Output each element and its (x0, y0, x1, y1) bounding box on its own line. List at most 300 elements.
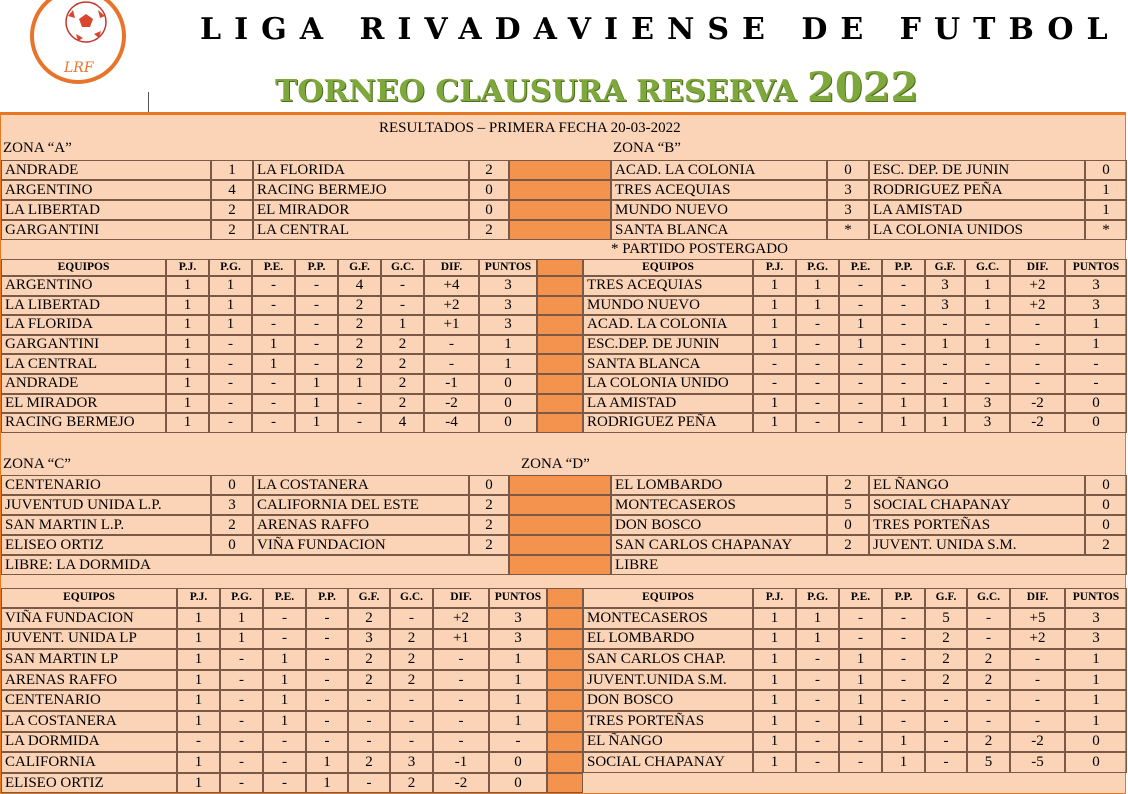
cell-pj: 1 (177, 773, 220, 794)
cell-dif: +2 (1010, 276, 1065, 296)
cell-team: TRES ACEQUIAS (583, 276, 753, 296)
cell-gf: 2 (338, 354, 381, 374)
cell-pg: - (796, 335, 839, 355)
cell-pe: 1 (839, 315, 882, 335)
cell-pg: - (796, 670, 839, 691)
table-row (1, 374, 1127, 394)
cell-pj: 1 (753, 670, 796, 691)
cell-gc: 2 (967, 649, 1010, 670)
table-row (1, 732, 1127, 753)
cell-pp: - (306, 608, 348, 629)
cell-pp: - (882, 608, 925, 629)
cell-pg: - (796, 354, 839, 374)
cell-pts: 3 (479, 296, 537, 316)
cell-team: ARGENTINO (1, 276, 166, 296)
header-pg: P.G. (796, 259, 839, 276)
cell-pts: 3 (1065, 608, 1127, 629)
cell-pp: - (882, 649, 925, 670)
cell-gf: 3 (925, 276, 965, 296)
home-score: 0 (827, 160, 869, 180)
cell-pj: 1 (166, 374, 209, 394)
cell-pg: - (209, 335, 252, 355)
cell-gf: 1 (925, 413, 965, 433)
cell-team: LA LIBERTAD (1, 296, 166, 316)
cell-pts: 3 (1065, 629, 1127, 650)
cell-pts: 0 (489, 773, 547, 794)
cell-dif: +2 (1010, 629, 1065, 650)
cell-pp: - (882, 711, 925, 732)
cell-pj: 1 (166, 335, 209, 355)
cell-pp: 1 (882, 413, 925, 433)
logo-text: LRF (64, 60, 94, 76)
away-team: EL ÑANGO (869, 475, 1085, 495)
header-dif: DIF. (424, 259, 479, 276)
home-team: GARGANTINI (1, 220, 211, 240)
header-pg: P.G. (796, 588, 839, 608)
cell-dif: -2 (433, 773, 489, 794)
cell-pts: 1 (1065, 711, 1127, 732)
cell-pg: - (796, 394, 839, 414)
cell-pp: - (306, 670, 348, 691)
header-gc: G.C. (390, 588, 433, 608)
header-gc: G.C. (967, 588, 1010, 608)
cell-dif: - (1010, 690, 1065, 711)
cell-gf: - (925, 752, 967, 773)
header-gf: G.F. (925, 259, 965, 276)
cell-pts: 1 (479, 335, 537, 355)
table-row (1, 315, 1127, 335)
match-row (1, 515, 1127, 535)
cell-pp: 1 (306, 773, 348, 794)
zone-d-title: ZONA “D” (521, 456, 590, 472)
tournament-title (275, 64, 918, 111)
header-pj: P.J. (177, 588, 220, 608)
cell-team: MUNDO NUEVO (583, 296, 753, 316)
cell-pp: 1 (882, 732, 925, 753)
cell-pts: 0 (1065, 413, 1127, 433)
table-row (1, 670, 1127, 691)
away-team: LA COSTANERA (253, 475, 469, 495)
cell-gc: 2 (381, 394, 424, 414)
table-row (1, 413, 1127, 433)
cell-gf: - (338, 394, 381, 414)
cell-pe: 1 (839, 711, 882, 732)
cell-pp: 1 (882, 394, 925, 414)
home-team: ELISEO ORTIZ (1, 535, 211, 555)
cell-dif: - (433, 732, 489, 753)
match-row (1, 200, 1127, 220)
home-score: 2 (211, 220, 253, 240)
cell-gc: 3 (965, 394, 1010, 414)
cell-pj: 1 (753, 608, 796, 629)
cell-team: DON BOSCO (583, 690, 753, 711)
zone-d-bye: LIBRE (611, 555, 1127, 575)
cell-pe: - (252, 296, 295, 316)
cell-gf: 3 (925, 296, 965, 316)
cell-pg: - (220, 732, 263, 753)
cell-gc: 2 (390, 649, 433, 670)
away-team: RODRIGUEZ PEÑA (869, 180, 1085, 200)
cell-pe: 1 (839, 649, 882, 670)
cell-dif: - (1010, 335, 1065, 355)
cell-dif: - (424, 335, 479, 355)
cell-pts: 3 (479, 276, 537, 296)
cell-gc: 2 (390, 773, 433, 794)
table-row (1, 649, 1127, 670)
home-team: ACAD. LA COLONIA (611, 160, 827, 180)
cell-team: EL LOMBARDO (583, 629, 753, 650)
cell-gf: 2 (925, 649, 967, 670)
cell-pj: 1 (177, 690, 220, 711)
away-score: 0 (1085, 495, 1127, 515)
header-pe: P.E. (839, 259, 882, 276)
cell-pe: - (252, 374, 295, 394)
cell-dif: - (433, 690, 489, 711)
cell-gc: 2 (967, 732, 1010, 753)
cell-pp: - (306, 711, 348, 732)
cell-pg: 1 (209, 276, 252, 296)
cell-pg: 1 (209, 315, 252, 335)
separator-cell (509, 555, 611, 575)
cell-pg: - (209, 354, 252, 374)
table-row (1, 752, 1127, 773)
cell-gf: 2 (925, 670, 967, 691)
cell-gc: 3 (390, 752, 433, 773)
cell-pts: 3 (1065, 276, 1127, 296)
cell-dif: +2 (424, 296, 479, 316)
cell-gf: - (925, 711, 967, 732)
cell-team: SANTA BLANCA (583, 354, 753, 374)
cell-pts: 0 (1065, 732, 1127, 753)
cell-pg: - (796, 413, 839, 433)
cell-pts: 3 (489, 608, 547, 629)
table-row (1, 690, 1127, 711)
cell-team: ARENAS RAFFO (1, 670, 177, 691)
match-row (1, 160, 1127, 180)
home-score: 5 (827, 495, 869, 515)
table-row (1, 354, 1127, 374)
home-score: 2 (211, 200, 253, 220)
cell-gf: 4 (338, 276, 381, 296)
cell-pg: 1 (220, 629, 263, 650)
cell-pp: - (295, 296, 338, 316)
cell-team: ACAD. LA COLONIA (583, 315, 753, 335)
cell-pg: - (220, 752, 263, 773)
cell-gf: 5 (925, 608, 967, 629)
home-team: MUNDO NUEVO (611, 200, 827, 220)
cell-pe: - (252, 394, 295, 414)
cell-team: RODRIGUEZ PEÑA (583, 413, 753, 433)
cell-pp: - (882, 354, 925, 374)
cell-pe: 1 (263, 670, 306, 691)
cell-pj: - (753, 354, 796, 374)
home-score: 1 (211, 160, 253, 180)
separator-cell (547, 773, 583, 794)
home-score: 0 (211, 475, 253, 495)
cell-pj: 1 (166, 354, 209, 374)
cell-pg: 1 (796, 276, 839, 296)
zone-a-title: ZONA “A” (3, 140, 72, 156)
cell-pg: - (796, 752, 839, 773)
cell-gf: 1 (338, 374, 381, 394)
away-team: RACING BERMEJO (253, 180, 469, 200)
cell-pg: - (220, 649, 263, 670)
header-pj: P.J. (753, 588, 796, 608)
cell-pj: 1 (753, 732, 796, 753)
cell-gc: 4 (381, 413, 424, 433)
cell-team: LA DORMIDA (1, 732, 177, 753)
cell-gc: - (967, 608, 1010, 629)
cell-pg: 1 (796, 296, 839, 316)
match-row (1, 535, 1127, 555)
cell-gf: 2 (338, 335, 381, 355)
home-team: SAN CARLOS CHAPANAY (611, 535, 827, 555)
cell-pp: - (306, 690, 348, 711)
cell-dif: - (433, 711, 489, 732)
cell-gc: - (390, 732, 433, 753)
header-pts: PUNTOS (479, 259, 537, 276)
away-score: 0 (1085, 160, 1127, 180)
header-pe: P.E. (839, 588, 882, 608)
cell-gc: 1 (381, 315, 424, 335)
cell-gf: - (348, 711, 390, 732)
away-score: 1 (1085, 180, 1127, 200)
cell-dif: - (1010, 649, 1065, 670)
cell-pe: - (252, 276, 295, 296)
away-score: 1 (1085, 200, 1127, 220)
cell-team: LA FLORIDA (1, 315, 166, 335)
cell-pp: - (306, 649, 348, 670)
cell-team: EL ÑANGO (583, 732, 753, 753)
cell-gc: - (967, 711, 1010, 732)
cell-gf: 1 (925, 335, 965, 355)
cell-pp: - (295, 354, 338, 374)
cell-pts: - (489, 732, 547, 753)
cell-pj: 1 (166, 315, 209, 335)
zone-c-bye: LIBRE: LA DORMIDA (1, 555, 509, 575)
cell-team: CENTENARIO (1, 690, 177, 711)
away-score: 2 (469, 535, 509, 555)
header-pts: PUNTOS (489, 588, 547, 608)
cell-dif: - (433, 649, 489, 670)
cell-dif: +2 (1010, 296, 1065, 316)
away-team: ESC. DEP. DE JUNIN (869, 160, 1085, 180)
cell-gc: 1 (965, 296, 1010, 316)
cell-pj: 1 (177, 711, 220, 732)
cell-gc: 1 (965, 335, 1010, 355)
header-team: EQUIPOS (583, 588, 753, 608)
cell-pts: 0 (1065, 394, 1127, 414)
cell-gf: - (925, 315, 965, 335)
cell-pts: 3 (1065, 296, 1127, 316)
header-dif: DIF. (1010, 588, 1065, 608)
cell-pts: 1 (489, 649, 547, 670)
cell-gf: 2 (338, 296, 381, 316)
cell-pe: - (839, 608, 882, 629)
bye-line (1, 555, 1127, 575)
home-score: 3 (827, 180, 869, 200)
cell-gc: - (390, 608, 433, 629)
cell-dif: - (424, 354, 479, 374)
cell-team: LA AMISTAD (583, 394, 753, 414)
header-pg: P.G. (209, 259, 252, 276)
cell-dif: +2 (433, 608, 489, 629)
header-pts: PUNTOS (1065, 588, 1127, 608)
cell-pp: 1 (295, 413, 338, 433)
cell-team: GARGANTINI (1, 335, 166, 355)
cell-pg: - (220, 690, 263, 711)
home-score: 2 (827, 475, 869, 495)
cell-gc: - (965, 315, 1010, 335)
divider (148, 92, 149, 112)
cell-pg: - (796, 690, 839, 711)
header-pj: P.J. (166, 259, 209, 276)
cell-gc: - (381, 296, 424, 316)
match-row (1, 220, 1127, 240)
header-gc: G.C. (381, 259, 424, 276)
cell-pp: - (295, 276, 338, 296)
away-team: LA CENTRAL (253, 220, 469, 240)
cell-pe: - (839, 374, 882, 394)
cell-pe: - (252, 315, 295, 335)
cell-pj: 1 (753, 276, 796, 296)
cell-pj: 1 (177, 608, 220, 629)
home-team: ARGENTINO (1, 180, 211, 200)
zone-c-title: ZONA “C” (3, 456, 71, 472)
cell-gf: - (348, 690, 390, 711)
cell-team: ELISEO ORTIZ (1, 773, 177, 794)
cell-gc: 2 (967, 670, 1010, 691)
home-score: 0 (211, 535, 253, 555)
cell-pp: - (295, 315, 338, 335)
cell-gf: 2 (338, 315, 381, 335)
cell-pj: 1 (753, 752, 796, 773)
cell-pts: 1 (1065, 315, 1127, 335)
cell-pp: - (306, 732, 348, 753)
cell-gc: 3 (965, 413, 1010, 433)
table-row (1, 629, 1127, 650)
header-pg: P.G. (220, 588, 263, 608)
table-row (1, 608, 1127, 629)
cell-pe: - (263, 773, 306, 794)
cell-team: SAN MARTIN LP (1, 649, 177, 670)
cell-pp: - (882, 315, 925, 335)
away-score: 2 (469, 515, 509, 535)
home-score: 0 (827, 515, 869, 535)
cell-gc: 5 (967, 752, 1010, 773)
cell-gf: 1 (925, 394, 965, 414)
table-header-row (1, 588, 1127, 608)
cell-gf: - (925, 354, 965, 374)
cell-pe: - (263, 752, 306, 773)
away-score: 0 (469, 180, 509, 200)
cell-pts: 1 (1065, 670, 1127, 691)
cell-pe: 1 (839, 335, 882, 355)
match-row (1, 495, 1127, 515)
cell-pj: 1 (177, 752, 220, 773)
cell-gc: - (967, 629, 1010, 650)
cell-pp: 1 (295, 374, 338, 394)
home-team: CENTENARIO (1, 475, 211, 495)
cell-pe: - (839, 296, 882, 316)
cell-gc: 2 (381, 335, 424, 355)
cell-pts: 1 (489, 690, 547, 711)
cell-pe: 1 (839, 690, 882, 711)
cell-pj: 1 (753, 629, 796, 650)
cell-pg: - (209, 394, 252, 414)
cell-gc: 1 (965, 276, 1010, 296)
tournament-name: TORNEO CLAUSURA RESERVA (275, 74, 797, 109)
cell-pg: - (796, 374, 839, 394)
cell-pj: 1 (166, 276, 209, 296)
match-row (1, 180, 1127, 200)
away-team: LA COLONIA UNIDOS (869, 220, 1085, 240)
cell-pp: 1 (306, 752, 348, 773)
cell-pg: 1 (796, 608, 839, 629)
away-team: CALIFORNIA DEL ESTE (253, 495, 469, 515)
table-row (1, 711, 1127, 732)
cell-gf: - (925, 690, 967, 711)
home-score: 3 (211, 495, 253, 515)
header (0, 0, 1128, 112)
cell-dif: +1 (424, 315, 479, 335)
cell-pe: - (839, 276, 882, 296)
cell-gc: - (965, 354, 1010, 374)
cell-team: JUVENT. UNIDA LP (1, 629, 177, 650)
cell-team: ESC.DEP. DE JUNIN (583, 335, 753, 355)
cell-gf: 2 (348, 608, 390, 629)
table-row (1, 296, 1127, 316)
cell-team: VIÑA FUNDACION (1, 608, 177, 629)
cell-pg: 1 (209, 296, 252, 316)
cell-pp: - (882, 276, 925, 296)
cell-gf: 2 (348, 649, 390, 670)
away-team: TRES PORTEÑAS (869, 515, 1085, 535)
header-pp: P.P. (882, 259, 925, 276)
home-score: 2 (211, 515, 253, 535)
cell-gf: - (925, 374, 965, 394)
cell-pj: 1 (753, 649, 796, 670)
cell-pg: - (220, 773, 263, 794)
cell-pg: - (796, 315, 839, 335)
cell-pts: 1 (1065, 690, 1127, 711)
cell-pj: 1 (177, 649, 220, 670)
cell-pts: 0 (1065, 752, 1127, 773)
cell-dif: -2 (1010, 732, 1065, 753)
cell-team: LA COSTANERA (1, 711, 177, 732)
home-score: 2 (827, 535, 869, 555)
header-pts: PUNTOS (1065, 259, 1127, 276)
cell-team: SOCIAL CHAPANAY (583, 752, 753, 773)
away-score: 0 (1085, 515, 1127, 535)
cell-pj: - (753, 374, 796, 394)
header-pj: P.J. (753, 259, 796, 276)
cell-pts: 1 (479, 354, 537, 374)
cell-gc: 2 (381, 374, 424, 394)
home-team: TRES ACEQUIAS (611, 180, 827, 200)
cell-gf: 2 (925, 629, 967, 650)
header-gf: G.F. (925, 588, 967, 608)
cell-pg: - (209, 413, 252, 433)
cell-dif: - (1010, 374, 1065, 394)
table-row (1, 394, 1127, 414)
header-pe: P.E. (263, 588, 306, 608)
header-team: EQUIPOS (1, 259, 166, 276)
away-score: 2 (1085, 535, 1127, 555)
cell-team: MONTECASEROS (583, 608, 753, 629)
cell-pts: 0 (479, 374, 537, 394)
cell-gc: - (381, 276, 424, 296)
